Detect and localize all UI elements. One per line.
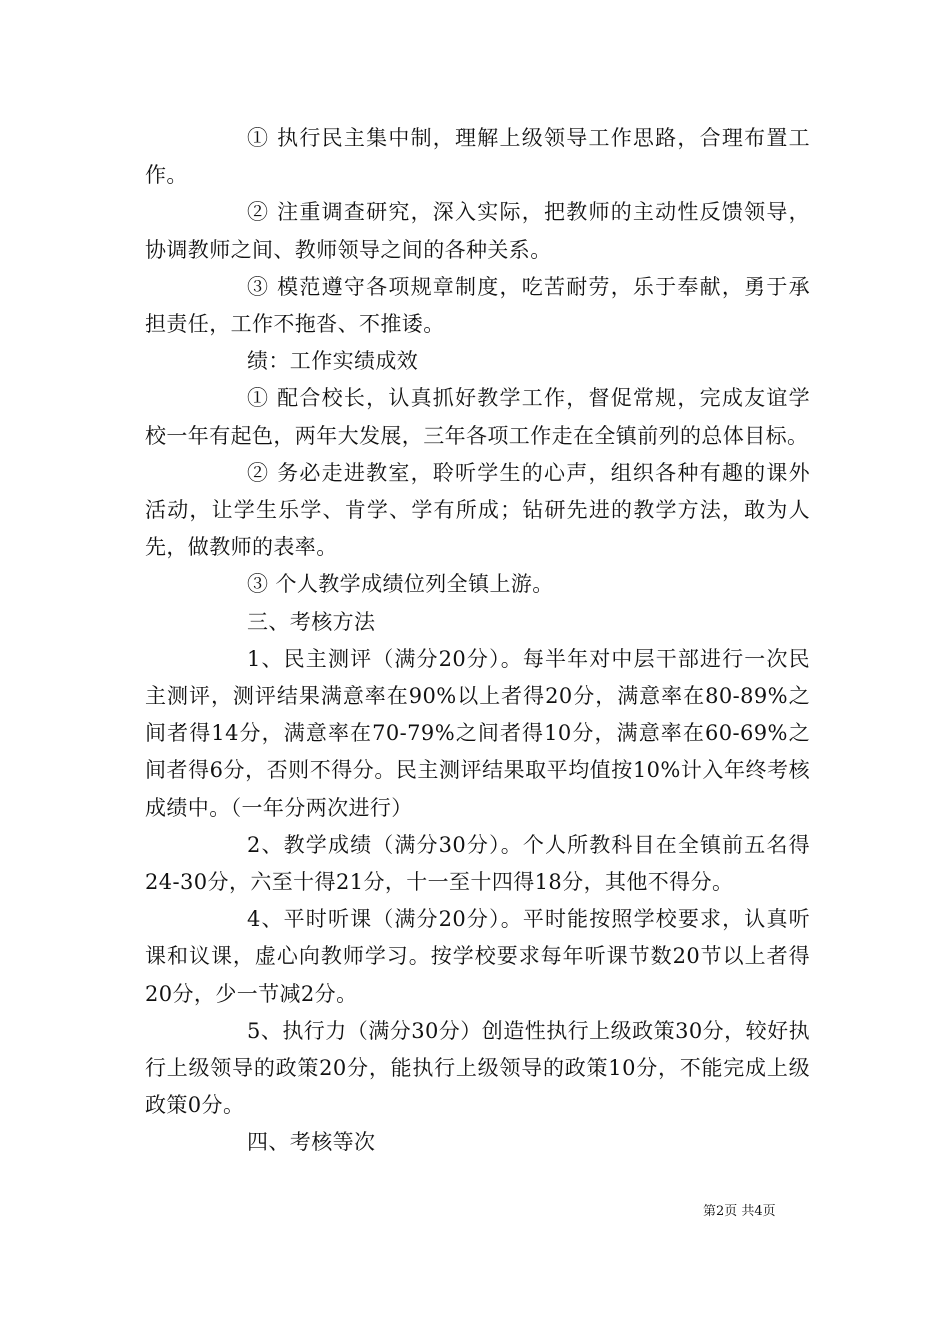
document-body: [145, 120, 810, 1162]
paragraph-item-7: 1、民主测评（满分20分）。每半年对中层干部进行一次民主测评，测评结果满意率在90%以上者得20分，满意率在80-89%之间者得14分，满意率在70-79%之间者得10分，满意率在60-69%之间者得6分，否则不得分。民主测评结果取平均值按10%计入年终考核成绩中。（一年分两次进行）: [145, 646, 810, 820]
paragraph-item-5: ② 务必走进教室，聆听学生的心声，组织各种有趣的课外活动，让学生乐学、肯学、学有所成；钻研先进的教学方法，敢为人先，做教师的表率。: [145, 460, 810, 560]
paragraph-item-1: ① 执行民主集中制，理解上级领导工作思路，合理布置工作。: [145, 126, 810, 188]
section-heading-assessment-grade: 四、考核等次: [247, 1130, 376, 1155]
paragraph-item-9: 4、平时听课（满分20分）。平时能按照学校要求，认真听课和议课，虚心向教师学习。按学校要求每年听课节数20节以上者得20分，少一节减2分。: [145, 907, 810, 1006]
paragraph-item-10: 5、执行力（满分30分）创造性执行上级政策30分，较好执行上级领导的政策20分，能执行上级领导的政策10分，不能完成上级政策0分。: [145, 1018, 810, 1118]
paragraph-item-3: ③ 模范遵守各项规章制度，吃苦耐劳，乐于奉献，勇于承担责任，工作不拖沓、不推诿。: [145, 274, 810, 337]
paragraph-item-2: ② 注重调查研究，深入实际，把教师的主动性反馈领导，协调教师之间、教师领导之间的各种关系。: [145, 200, 810, 262]
section-heading-assessment-method: 三、考核方法: [247, 609, 376, 634]
paragraph-item-4: ① 配合校长，认真抓好教学工作，督促常规，完成友谊学校一年有起色，两年大发展，三年各项工作走在全镇前列的总体目标。: [145, 386, 810, 448]
page-number-footer: 第2页 共4页: [703, 1204, 776, 1219]
section-heading-performance: 绩：工作实绩成效: [247, 349, 419, 374]
paragraph-item-8: 2、教学成绩（满分30分）。个人所教科目在全镇前五名得24-30分，六至十得21分，十一至十四得18分，其他不得分。: [145, 832, 810, 895]
paragraph-item-6: ③ 个人教学成绩位列全镇上游。: [247, 572, 554, 597]
